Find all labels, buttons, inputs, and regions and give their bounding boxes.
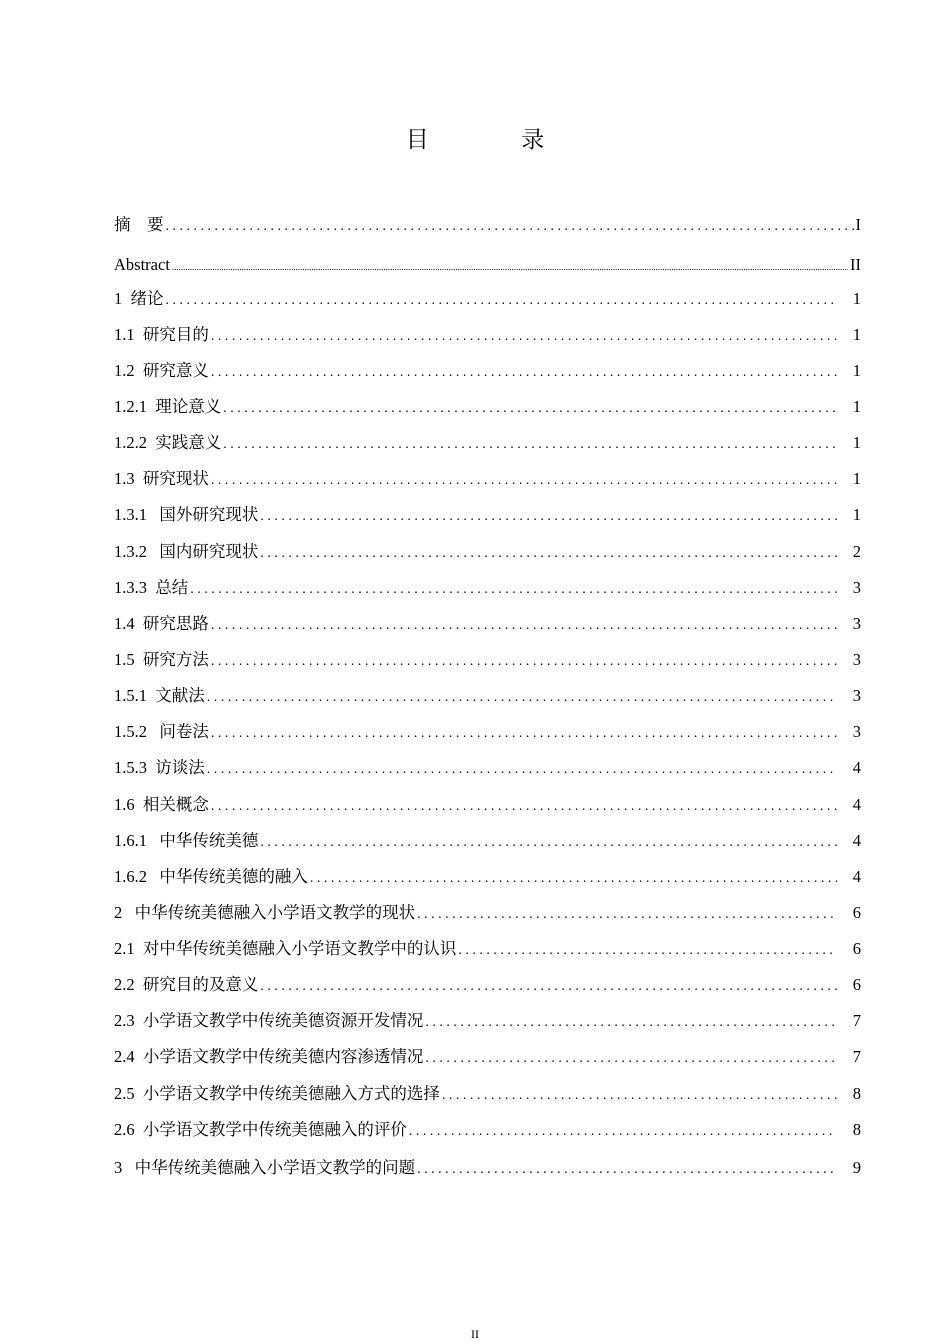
toc-leader-dots [207,687,837,709]
toc-leader-dots [211,362,837,384]
toc-entry-label: 1.6.2 中华传统美德的融入 [114,867,308,886]
toc-entry-label: 1.2.1 理论意义 [114,397,222,416]
toc-entry[interactable] [114,577,861,599]
toc-entry-label: 2 中华传统美德融入小学语文教学的现状 [114,903,416,922]
toc-entry-label: 3 中华传统美德融入小学语文教学的问题 [114,1158,416,1177]
toc-entry-label: 1.1 研究目的 [114,325,209,344]
toc-entry[interactable] [114,324,861,346]
toc-entry-page: 2 [852,542,861,561]
toc-entry-label: 摘 要 [114,215,164,234]
toc-leader-dots [211,470,837,492]
toc-entry-label: 2.1 对中华传统美德融入小学语文教学中的认识 [114,939,457,958]
toc-leader-dots [409,1121,837,1143]
toc-leader-dots [211,615,837,637]
toc-entry[interactable] [114,1157,861,1179]
toc-entry-label: 1.4 研究思路 [114,614,209,633]
toc-entry-label: 2.6 小学语文教学中传统美德融入的评价 [114,1120,407,1139]
toc-entry-label: 1.6 相关概念 [114,795,209,814]
toc-entry-page: 1 [852,505,861,524]
toc-entry[interactable] [114,974,861,996]
toc-entry-label: 1.2.2 实践意义 [114,433,222,452]
toc-entry[interactable] [114,649,861,671]
toc-entry[interactable] [114,214,861,236]
toc-leader-dots [223,398,837,420]
toc-entry-page: 7 [852,1011,861,1030]
toc-entry-page: 4 [852,758,861,777]
toc-entry-label: Abstract [114,255,170,274]
toc-leader-dots [260,543,837,565]
toc-entry-label: 1.5 研究方法 [114,650,209,669]
toc-entry-label: 1.2 研究意义 [114,361,209,380]
toc-entry[interactable] [114,757,861,779]
toc-leader-dots [417,1159,837,1181]
toc-entry-page: 3 [852,578,861,597]
toc-leader-dots [207,759,837,781]
toc-entry[interactable] [114,721,861,743]
toc-entry[interactable] [114,830,861,852]
toc-entry[interactable] [114,288,861,310]
toc-entry-page: 3 [852,614,861,633]
toc-entry-page: 9 [852,1158,861,1177]
page-title: 目 录 [405,127,571,153]
toc-entry-page: 4 [852,795,861,814]
toc-entry-label: 1.5.2 问卷法 [114,722,209,741]
toc-entry[interactable] [114,504,861,526]
toc-entry[interactable] [114,685,861,707]
toc-leader-dots [260,506,837,528]
toc-leader-dots [211,723,837,745]
toc-leader-dots [211,651,837,673]
toc-entry[interactable] [114,902,861,924]
toc-entry-label: 2.3 小学语文教学中传统美德资源开发情况 [114,1011,424,1030]
toc-entry-page: 6 [852,939,861,958]
page-number-footer: II [471,1327,479,1341]
toc-leader-dots [425,1012,837,1034]
toc-leader-dots [425,1048,837,1070]
toc-entry-page: II [850,255,861,274]
toc-entry[interactable] [114,360,861,382]
toc-entry-page: 1 [852,433,861,452]
toc-leader-dots [442,1085,837,1107]
toc-entry-label: 1.3.1 国外研究现状 [114,505,259,524]
toc-entry[interactable] [114,1119,861,1141]
toc-entry[interactable] [114,1083,861,1105]
toc-entry[interactable] [114,1010,861,1032]
toc-entry[interactable] [114,468,861,490]
toc-entry-page: 3 [852,722,861,741]
toc-entry-label: 1.3.3 总结 [114,578,189,597]
toc-entry-page: 1 [852,361,861,380]
toc-entry-label: 2.5 小学语文教学中传统美德融入方式的选择 [114,1084,440,1103]
toc-entry[interactable] [114,613,861,635]
toc-entry-page: 1 [852,289,861,308]
toc-leader-dots [417,904,837,926]
toc-entry[interactable] [114,866,861,888]
toc-entry-page: I [855,215,861,234]
toc-leader-dots [458,940,837,962]
toc-leader-dots [260,976,837,998]
toc-entry-page: 7 [852,1047,861,1066]
toc-entry-page: 1 [852,397,861,416]
toc-entry-label: 2.2 研究目的及意义 [114,975,259,994]
toc-entry-page: 3 [852,650,861,669]
toc-entry-page: 8 [852,1084,861,1103]
toc-entry-page: 1 [852,469,861,488]
toc-leader-dots [260,832,837,854]
toc-entry-label: 1.3.2 国内研究现状 [114,542,259,561]
toc-leader-dots [310,868,837,890]
toc-entry-label: 1.5.3 访谈法 [114,758,205,777]
toc-leader-dots [172,256,848,278]
toc-leader-dots [223,434,837,456]
toc-entry[interactable] [114,1046,861,1068]
toc-leader-dots [190,579,837,601]
toc-entry-page: 8 [852,1120,861,1139]
toc-entry-page: 3 [852,686,861,705]
toc-entry-page: 4 [852,867,861,886]
toc-entry[interactable] [114,254,861,276]
toc-entry[interactable] [114,432,861,454]
toc-entry-label: 1.6.1 中华传统美德 [114,831,259,850]
toc-entry[interactable] [114,938,861,960]
toc-entry-page: 4 [852,831,861,850]
toc-entry-page: 1 [852,325,861,344]
toc-entry-label: 1 绪论 [114,289,164,308]
toc-entry-page: 6 [852,975,861,994]
toc-entry-label: 2.4 小学语文教学中传统美德内容渗透情况 [114,1047,424,1066]
toc-entry[interactable] [114,541,861,563]
toc-leader-dots [166,290,838,312]
toc-leader-dots [166,216,854,238]
toc-entry-label: 1.5.1 文献法 [114,686,205,705]
toc-entry-label: 1.3 研究现状 [114,469,209,488]
toc-entry[interactable] [114,396,861,418]
toc-leader-dots [211,326,837,348]
toc-entry[interactable] [114,794,861,816]
toc-entry-page: 6 [852,903,861,922]
toc-leader-dots [211,796,837,818]
